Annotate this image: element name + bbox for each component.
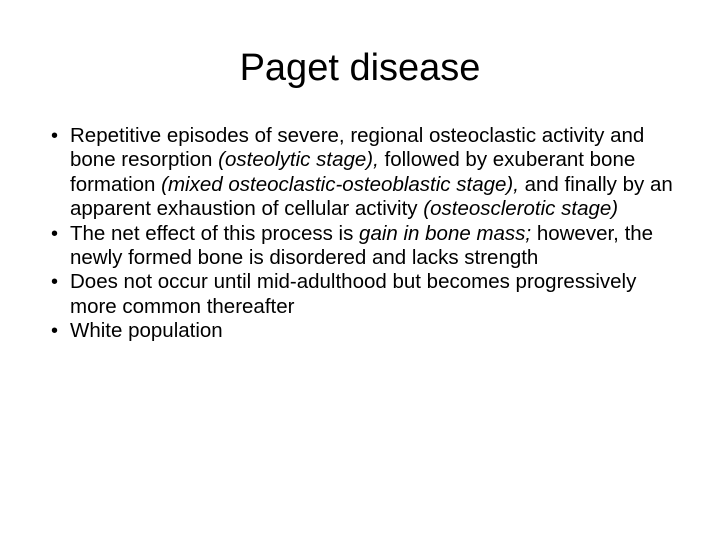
bullet-text-segment: Repetitive episodes of severe, regional osteoclastic activity and bone resorption bbox=[70, 124, 645, 172]
bullet-dot-icon: • bbox=[51, 222, 59, 245]
bullet-list bbox=[48, 124, 678, 344]
bullet-item bbox=[48, 319, 678, 343]
bullet-text-segment: however, the newly formed bone is disordered and lacks strength bbox=[70, 221, 654, 270]
bullet-text-segment: White population bbox=[70, 319, 223, 343]
bullet-dot-icon: • bbox=[51, 271, 59, 294]
bullet-text-segment: The net effect of this process is bbox=[70, 221, 360, 245]
bullet-item bbox=[48, 270, 678, 319]
bullet-dot-icon: • bbox=[51, 125, 59, 147]
slide-title: Paget disease bbox=[239, 47, 481, 89]
bullet-text-italic: gain in bone mass; bbox=[359, 221, 532, 245]
bullet-item bbox=[48, 124, 678, 222]
bullet-text-segment: Does not occur until mid-adulthood but becomes progressively more common thereafter bbox=[70, 270, 637, 318]
bullet-text-italic: (mixed osteoclastic-osteoblastic stage), bbox=[161, 172, 519, 196]
bullet-item bbox=[48, 222, 678, 271]
bullet-text-segment: and finally by an apparent exhaustion of cellular activity bbox=[70, 172, 673, 221]
bullet-text-italic: (osteosclerotic stage) bbox=[423, 197, 619, 221]
bullet-text-segment: followed by exuberant bone formation bbox=[70, 148, 636, 196]
bullet-dot-icon: • bbox=[51, 320, 59, 343]
bullet-text-italic: (osteolytic stage), bbox=[218, 148, 379, 172]
